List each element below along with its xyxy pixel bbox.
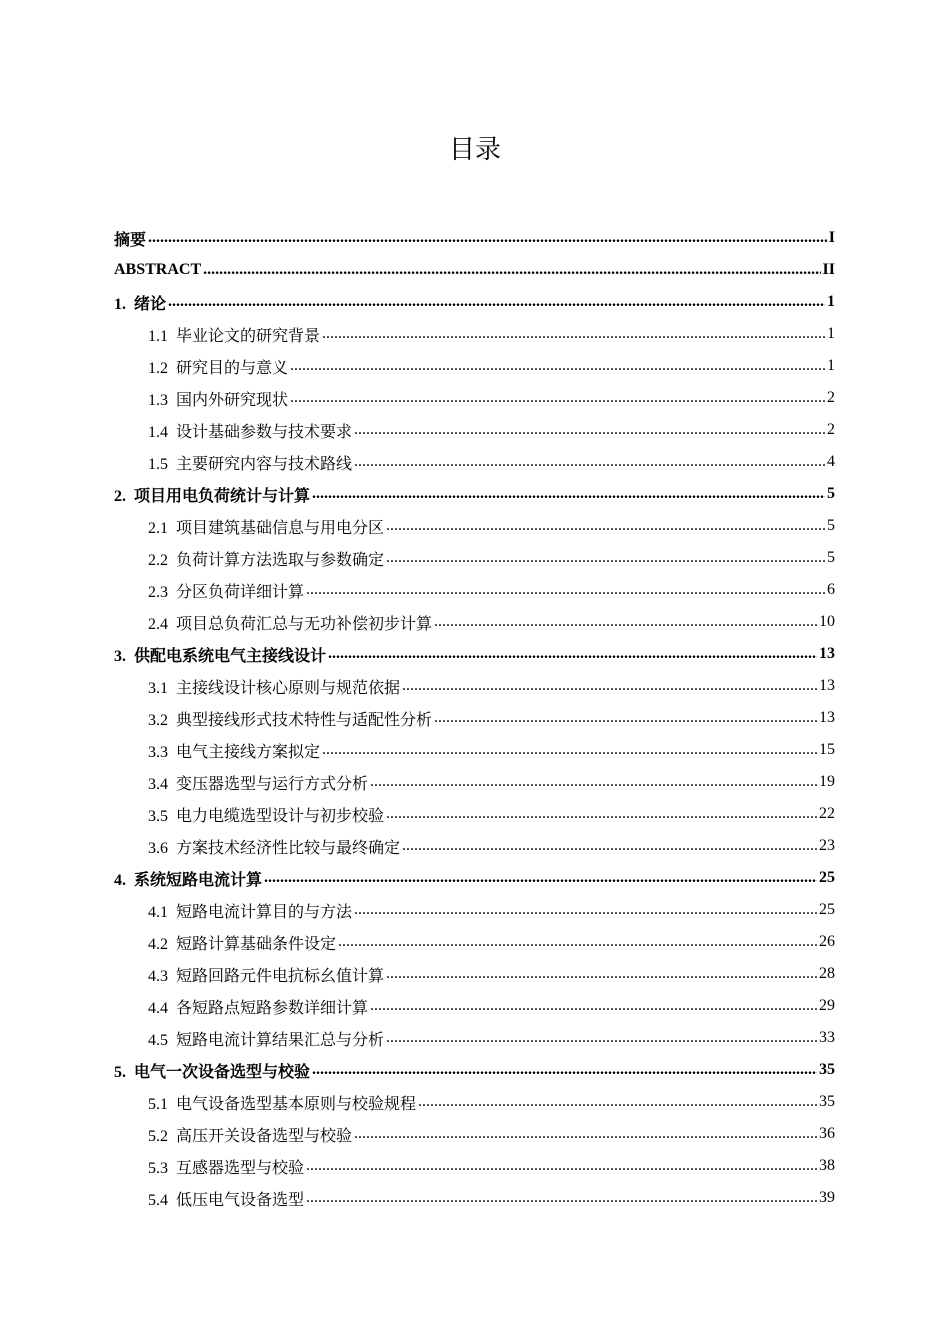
- toc-entry[interactable]: [0, 1086, 950, 1118]
- toc-entry-label: [114, 643, 326, 666]
- toc-entry-number: 5.4: [148, 1191, 168, 1209]
- toc-entry[interactable]: [0, 830, 950, 862]
- toc-entry[interactable]: [0, 798, 950, 830]
- toc-entry-number: 3.6: [148, 839, 168, 857]
- toc-entry-text: 方案技术经济性比较与最终确定: [176, 839, 401, 857]
- toc-entry-page-number: 19: [819, 773, 835, 790]
- toc-entry-number: 2.3: [148, 583, 168, 601]
- toc-entry[interactable]: [0, 382, 950, 414]
- toc-entry-text: 电力电缆选型设计与初步校验: [176, 807, 385, 825]
- toc-dot-leader: [354, 453, 825, 471]
- toc-entry-label: [148, 931, 336, 954]
- toc-entry-label: [148, 547, 384, 570]
- toc-entry-page-number: 36: [819, 1125, 835, 1142]
- toc-entry-label: [148, 1123, 352, 1146]
- toc-entry-label: [114, 261, 201, 279]
- toc-entry[interactable]: [0, 446, 950, 478]
- toc-entry-number: 2.: [114, 487, 126, 505]
- toc-entry-text: 负荷计算方法选取与参数确定: [176, 551, 385, 569]
- toc-entry-page-number: 29: [819, 997, 835, 1014]
- toc-entry[interactable]: [0, 542, 950, 574]
- toc-entry-page-number: 33: [819, 1029, 835, 1046]
- toc-entry-label: [148, 515, 384, 538]
- toc-entry-text: 电气主接线方案拟定: [176, 743, 321, 761]
- toc-dot-leader: [386, 805, 817, 823]
- toc-entry-label: [114, 227, 146, 250]
- toc-dot-leader: [418, 1093, 817, 1111]
- toc-entry-text: 短路电流计算目的与方法: [176, 903, 353, 921]
- toc-entry-page-number: 5: [827, 485, 835, 502]
- toc-dot-leader: [354, 1125, 817, 1143]
- toc-entry-text: 系统短路电流计算: [134, 871, 263, 889]
- toc-entry-number: 1.4: [148, 423, 168, 441]
- toc-entry-page-number: 13: [819, 645, 835, 662]
- toc-entry-page-number: 35: [819, 1093, 835, 1110]
- toc-entry-page-number: 13: [819, 709, 835, 726]
- toc-entry-page-number: 23: [819, 837, 835, 854]
- toc-dot-leader: [386, 517, 825, 535]
- toc-entry-label: [148, 323, 320, 346]
- toc-entry-number: 3.3: [148, 743, 168, 761]
- toc-dot-leader: [434, 613, 817, 631]
- toc-entry[interactable]: [0, 286, 950, 318]
- toc-entry-page-number: 10: [819, 613, 835, 630]
- toc-entry[interactable]: [0, 894, 950, 926]
- table-of-contents: [0, 222, 950, 1214]
- toc-entry-text: 毕业论文的研究背景: [176, 327, 321, 345]
- toc-entry-page-number: 25: [819, 869, 835, 886]
- toc-entry-page-number: 2: [827, 389, 835, 406]
- toc-dot-leader: [312, 1061, 817, 1079]
- toc-dot-leader: [290, 389, 825, 407]
- toc-entry[interactable]: [0, 926, 950, 958]
- toc-entry[interactable]: [0, 350, 950, 382]
- toc-entry[interactable]: [0, 1022, 950, 1054]
- toc-entry-page-number: II: [822, 261, 835, 278]
- toc-entry-label: [148, 995, 368, 1018]
- toc-entry-label: [148, 1027, 384, 1050]
- toc-dot-leader: [354, 421, 825, 439]
- toc-entry[interactable]: [0, 606, 950, 638]
- toc-dot-leader: [168, 293, 825, 311]
- toc-entry-label: [148, 451, 352, 474]
- toc-entry[interactable]: [0, 1054, 950, 1086]
- toc-entry[interactable]: [0, 766, 950, 798]
- toc-entry-page-number: 28: [819, 965, 835, 982]
- toc-entry[interactable]: [0, 478, 950, 510]
- toc-entry-text: 分区负荷详细计算: [176, 583, 305, 601]
- toc-entry-text: 摘要: [114, 231, 147, 249]
- toc-dot-leader: [370, 773, 817, 791]
- toc-entry[interactable]: [0, 254, 950, 286]
- toc-entry[interactable]: [0, 1182, 950, 1214]
- toc-entry-page-number: 6: [827, 581, 835, 598]
- toc-entry-text: 绪论: [134, 295, 167, 313]
- toc-dot-leader: [306, 581, 825, 599]
- toc-entry-number: 5.2: [148, 1127, 168, 1145]
- toc-entry-page-number: 15: [819, 741, 835, 758]
- toc-entry-number: 3.: [114, 647, 126, 665]
- toc-entry-number: 2.2: [148, 551, 168, 569]
- toc-entry[interactable]: [0, 702, 950, 734]
- toc-entry-number: 4.4: [148, 999, 168, 1017]
- toc-entry[interactable]: [0, 958, 950, 990]
- toc-entry[interactable]: [0, 222, 950, 254]
- toc-entry-text: 短路电流计算结果汇总与分析: [176, 1031, 385, 1049]
- toc-entry-label: [148, 771, 368, 794]
- toc-entry-text: 各短路点短路参数详细计算: [176, 999, 369, 1017]
- toc-entry-text: 变压器选型与运行方式分析: [176, 775, 369, 793]
- toc-entry-label: [148, 387, 288, 410]
- toc-entry-page-number: 4: [827, 453, 835, 470]
- toc-entry-page-number: 22: [819, 805, 835, 822]
- toc-entry[interactable]: [0, 318, 950, 350]
- toc-dot-leader: [370, 997, 817, 1015]
- toc-entry-number: 5.3: [148, 1159, 168, 1177]
- toc-dot-leader: [402, 677, 817, 695]
- toc-entry-label: [148, 835, 400, 858]
- toc-entry-text: 电气一次设备选型与校验: [134, 1063, 311, 1081]
- toc-entry-number: 2.4: [148, 615, 168, 633]
- toc-dot-leader: [434, 709, 817, 727]
- toc-entry-label: [148, 739, 320, 762]
- toc-entry-text: 典型接线形式技术特性与适配性分析: [176, 711, 433, 729]
- toc-entry[interactable]: [0, 1150, 950, 1182]
- toc-entry-page-number: 39: [819, 1189, 835, 1206]
- toc-entry-page-number: 13: [819, 677, 835, 694]
- toc-entry[interactable]: [0, 862, 950, 894]
- toc-dot-leader: [264, 869, 817, 887]
- toc-dot-leader: [402, 837, 817, 855]
- toc-dot-leader: [354, 901, 817, 919]
- toc-entry-number: 3.2: [148, 711, 168, 729]
- toc-entry[interactable]: [0, 990, 950, 1022]
- toc-entry-number: 3.4: [148, 775, 168, 793]
- toc-dot-leader: [386, 1029, 817, 1047]
- toc-dot-leader: [328, 645, 817, 663]
- toc-entry-page-number: 26: [819, 933, 835, 950]
- toc-entry-text: 项目总负荷汇总与无功补偿初步计算: [176, 615, 433, 633]
- toc-entry-text: 国内外研究现状: [176, 391, 289, 409]
- toc-entry[interactable]: [0, 638, 950, 670]
- toc-entry-number: 4.: [114, 871, 126, 889]
- toc-entry-text: 项目用电负荷统计与计算: [134, 487, 311, 505]
- toc-entry-page-number: 2: [827, 421, 835, 438]
- toc-dot-leader: [306, 1189, 817, 1207]
- toc-entry-number: 1.: [114, 295, 126, 313]
- toc-entry-label: [148, 611, 432, 634]
- toc-entry-label: [114, 1059, 310, 1082]
- toc-entry-number: 4.1: [148, 903, 168, 921]
- toc-entry[interactable]: [0, 734, 950, 766]
- toc-entry-number: 3.5: [148, 807, 168, 825]
- toc-entry-text: 高压开关设备选型与校验: [176, 1127, 353, 1145]
- toc-entry-page-number: 1: [827, 325, 835, 342]
- toc-entry-label: [148, 963, 384, 986]
- toc-entry-page-number: I: [828, 229, 835, 246]
- toc-entry-page-number: 25: [819, 901, 835, 918]
- toc-entry-text: 设计基础参数与技术要求: [176, 423, 353, 441]
- toc-entry[interactable]: [0, 1118, 950, 1150]
- toc-dot-leader: [203, 261, 820, 279]
- toc-entry-label: [148, 1091, 416, 1114]
- toc-entry-label: [148, 899, 352, 922]
- toc-dot-leader: [338, 933, 817, 951]
- toc-entry-number: 1.3: [148, 391, 168, 409]
- toc-entry-text: 低压电气设备选型: [176, 1191, 305, 1209]
- toc-entry-page-number: 1: [827, 357, 835, 374]
- toc-entry-text: 短路回路元件电抗标幺值计算: [176, 967, 385, 985]
- toc-entry-page-number: 5: [827, 517, 835, 534]
- toc-entry-number: 4.5: [148, 1031, 168, 1049]
- toc-entry-text: 互感器选型与校验: [176, 1159, 305, 1177]
- toc-entry-text: 电气设备选型基本原则与校验规程: [176, 1095, 417, 1113]
- toc-entry-label: [114, 291, 166, 314]
- toc-dot-leader: [306, 1157, 817, 1175]
- toc-entry-label: [148, 355, 288, 378]
- toc-entry-text: 项目建筑基础信息与用电分区: [176, 519, 385, 537]
- page-title: 目录: [448, 135, 501, 165]
- toc-entry-label: [148, 419, 352, 442]
- toc-entry-number: 4.3: [148, 967, 168, 985]
- toc-entry[interactable]: [0, 670, 950, 702]
- toc-entry-number: 2.1: [148, 519, 168, 537]
- toc-entry-label: [148, 1155, 304, 1178]
- toc-entry-text: ABSTRACT: [114, 261, 202, 278]
- toc-dot-leader: [322, 325, 825, 343]
- toc-entry-label: [148, 579, 304, 602]
- toc-entry-number: 4.2: [148, 935, 168, 953]
- toc-entry-number: 5.: [114, 1063, 126, 1081]
- toc-entry-label: [114, 867, 262, 890]
- toc-entry-page-number: 35: [819, 1061, 835, 1078]
- toc-entry-label: [148, 707, 432, 730]
- toc-entry-text: 研究目的与意义: [176, 359, 289, 377]
- toc-entry-label: [148, 1187, 304, 1210]
- toc-entry-page-number: 38: [819, 1157, 835, 1174]
- toc-entry-label: [148, 803, 384, 826]
- toc-dot-leader: [290, 357, 825, 375]
- toc-entry-number: 1.5: [148, 455, 168, 473]
- toc-entry-number: 1.2: [148, 359, 168, 377]
- toc-entry-text: 短路计算基础条件设定: [176, 935, 337, 953]
- toc-entry[interactable]: [0, 510, 950, 542]
- toc-entry-text: 主接线设计核心原则与规范依据: [176, 679, 401, 697]
- toc-entry-label: [148, 675, 400, 698]
- toc-entry-page-number: 1: [827, 293, 835, 310]
- toc-dot-leader: [322, 741, 817, 759]
- toc-entry[interactable]: [0, 574, 950, 606]
- toc-dot-leader: [386, 965, 817, 983]
- toc-entry-label: [114, 483, 310, 506]
- toc-entry[interactable]: [0, 414, 950, 446]
- toc-entry-page-number: 5: [827, 549, 835, 566]
- toc-dot-leader: [312, 485, 825, 503]
- toc-entry-number: 5.1: [148, 1095, 168, 1113]
- toc-entry-text: 供配电系统电气主接线设计: [134, 647, 327, 665]
- toc-entry-number: 1.1: [148, 327, 168, 345]
- toc-dot-leader: [148, 229, 827, 247]
- toc-dot-leader: [386, 549, 825, 567]
- toc-entry-text: 主要研究内容与技术路线: [176, 455, 353, 473]
- toc-entry-number: 3.1: [148, 679, 168, 697]
